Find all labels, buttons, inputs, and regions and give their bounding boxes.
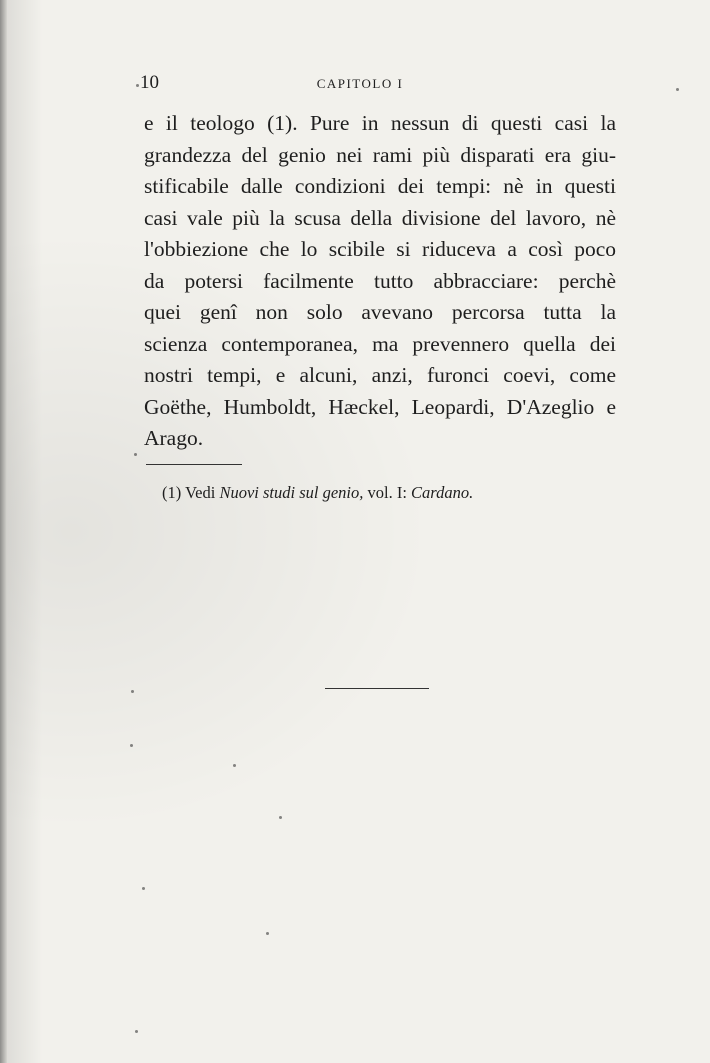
footnote xyxy=(162,482,622,504)
chapter-end-rule xyxy=(325,688,429,689)
text-line: quei genî non solo avevano percorsa tutta la xyxy=(144,300,616,324)
page-header xyxy=(140,72,610,100)
running-head: CAPITOLO I xyxy=(316,76,404,91)
footnote-subject: Cardano. xyxy=(411,483,474,502)
footnote-work-title: Nuovi studi sul genio, xyxy=(219,483,364,502)
text-line: scienza contemporanea, ma prevennero quella dei xyxy=(144,331,616,356)
scan-speck xyxy=(142,887,145,890)
scan-speck xyxy=(233,764,236,767)
page-number: 10 xyxy=(140,72,159,93)
footnote-marker: (1) Vedi xyxy=(162,483,216,502)
text-line: Arago. xyxy=(144,426,204,450)
scan-speck xyxy=(266,932,269,935)
text-line: da potersi facilmente tutto abbracciare: perchè xyxy=(144,268,616,293)
scan-speck xyxy=(279,816,282,819)
text-line: e il teologo (1). Pure in nessun di questi casi la xyxy=(144,111,616,135)
text-line: l'obbiezione che lo scibile si riduceva a così poco xyxy=(144,237,616,261)
scan-speck xyxy=(130,744,133,747)
text-line: Goëthe, Humboldt, Hæckel, Leopardi, D'Azeglio e xyxy=(144,394,616,419)
text-line: casi vale più la scusa della divisione del lavoro, nè xyxy=(144,205,616,230)
footnote-divider xyxy=(146,464,242,465)
book-spine-shadow xyxy=(0,0,7,1063)
text-line: stificabile dalle condizioni dei tempi: nè in questi xyxy=(144,174,616,198)
footnote-volume: vol. I: xyxy=(367,483,407,502)
scan-speck xyxy=(135,1030,138,1033)
scan-speck xyxy=(134,453,137,456)
text-line: nostri tempi, e alcuni, anzi, furonci coevi, come xyxy=(144,363,616,387)
body-paragraph xyxy=(144,108,616,455)
text-line: grandezza del genio nei rami più disparati era giu- xyxy=(144,142,616,167)
scan-speck xyxy=(676,88,679,91)
scan-speck xyxy=(131,690,134,693)
scan-speck xyxy=(136,84,139,87)
